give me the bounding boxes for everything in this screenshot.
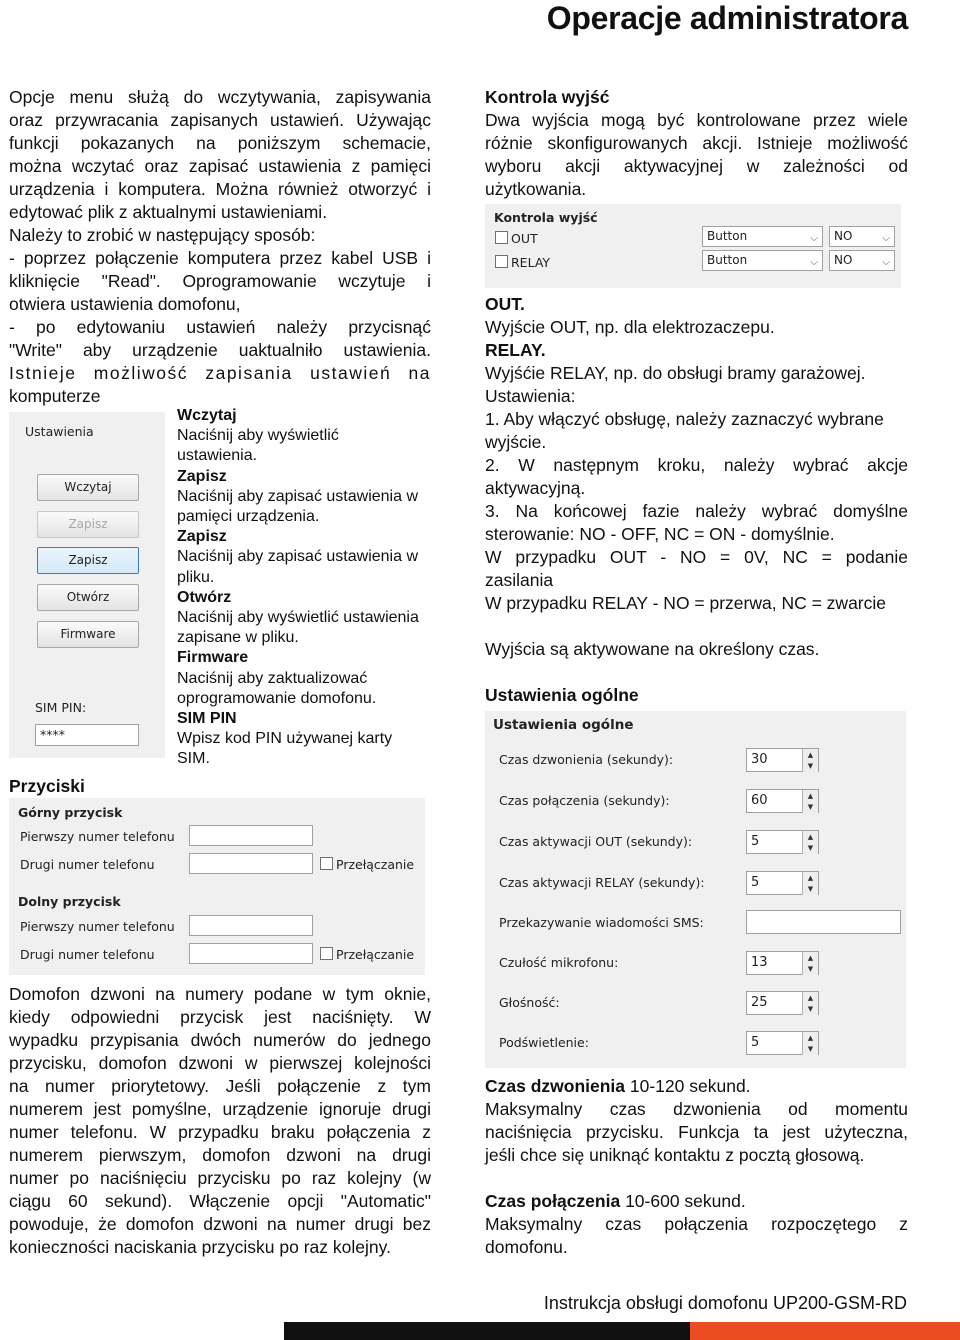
para-line: numer telefonu. W przypadku braku połączenia z <box>9 1122 431 1142</box>
out-mode-value: NO <box>834 229 853 243</box>
desc-line: SIM. <box>177 750 210 768</box>
intro-text <box>9 86 431 408</box>
spin-up-icon[interactable]: ▲ <box>802 831 818 843</box>
sms-forward-label: Przekazywanie wiadomości SMS: <box>499 915 704 930</box>
para-line: numerem jest pomyślne, urządzenie ignoruje drugi <box>9 1099 431 1119</box>
out-desc-line: RELAY. <box>485 340 546 360</box>
para-line: numer po naciśnięciu przycisku po raz kolejny (w <box>9 1168 431 1188</box>
para-line: powoduje, że domofon dzwoni na numer drugi bez <box>9 1214 431 1234</box>
output-note: Wyjścia są aktywowane na określony czas. <box>485 639 820 659</box>
spin-up-icon[interactable]: ▲ <box>802 1032 818 1044</box>
call-time-label: Czas połączenia (sekundy): <box>499 793 670 808</box>
out-desc-line: sterowanie: NO - OFF, NC = ON - domyślnie. <box>485 524 835 544</box>
out-desc-line: W przypadku OUT - NO = 0V, NC = podanie <box>485 547 908 567</box>
buttons-description <box>9 983 431 1259</box>
lower-second-number-label: Drugi numer telefonu <box>20 947 155 962</box>
para-line: Domofon dzwoni na numery podane w tym oknie, <box>9 984 431 1004</box>
desc-head: SIM PIN <box>177 710 237 728</box>
out-mode-select[interactable] <box>829 226 895 247</box>
out-desc-line: 2. W następnym kroku, należy wybrać akcje <box>485 455 908 475</box>
sim-pin-label: SIM PIN: <box>35 700 87 715</box>
lower-toggle-label: Przełączanie <box>336 947 415 962</box>
backlight-label: Podświetlenie: <box>499 1035 589 1050</box>
ring-time-head: Czas dzwonienia <box>485 1076 626 1096</box>
spin-up-icon[interactable]: ▲ <box>802 749 818 761</box>
desc-head: Otwórz <box>177 588 232 606</box>
upper-button-title: Górny przycisk <box>18 805 123 820</box>
out-activation-value: 5 <box>751 834 760 849</box>
backlight-spinner[interactable] <box>746 1031 819 1055</box>
intro-line: Istnieje możliwość zapisania ustawień na <box>9 363 431 383</box>
spin-down-icon[interactable]: ▼ <box>802 963 818 975</box>
spin-up-icon[interactable]: ▲ <box>802 992 818 1004</box>
mic-sensitivity-label: Czułość mikrofonu: <box>499 955 619 970</box>
settings-descriptions <box>177 406 437 770</box>
out-label: OUT <box>511 231 538 246</box>
para-line: numerem pierwszym, domofon dzwoni na drugi <box>9 1145 431 1165</box>
spin-down-icon[interactable]: ▼ <box>802 1003 818 1015</box>
relay-activation-spinner[interactable] <box>746 871 819 895</box>
output-control-section <box>485 86 908 201</box>
sim-pin-input[interactable]: **** <box>35 724 139 746</box>
intro-line: Należy to zrobić w następujący sposób: <box>9 225 316 245</box>
out-action-select[interactable] <box>702 226 823 247</box>
desc-head: Zapisz <box>177 528 227 546</box>
firmware-button[interactable]: Firmware <box>37 621 139 648</box>
settings-panel <box>9 412 165 758</box>
desc-line: Wpisz kod PIN używanej karty <box>177 730 393 748</box>
settings-panel-title: Ustawienia <box>25 424 94 439</box>
save-file-button[interactable]: Zapisz <box>37 547 139 574</box>
lower-second-number-input[interactable] <box>189 943 313 964</box>
desc-line: Naciśnij aby zapisać ustawienia w <box>177 487 418 505</box>
ring-desc-line: jeśli chce się uniknąć kontaktu z pocztą głosową. <box>485 1145 865 1165</box>
buttons-heading: Przyciski <box>9 776 85 796</box>
output-intro-line: Dwa wyjścia mogą być kontrolowane przez wiele <box>485 110 908 130</box>
out-desc-line: Wyjście OUT, np. dla elektrozaczepu. <box>485 317 775 337</box>
desc-line: ustawienia. <box>177 447 258 465</box>
desc-line: oprogramowanie domofonu. <box>177 689 377 707</box>
spin-up-icon[interactable]: ▲ <box>802 790 818 802</box>
lower-toggle-checkbox[interactable] <box>320 947 333 960</box>
volume-spinner[interactable] <box>746 991 819 1015</box>
ring-time-value: 30 <box>751 752 768 767</box>
sms-forward-input[interactable] <box>746 910 901 934</box>
spin-down-icon[interactable]: ▼ <box>802 760 818 772</box>
spin-down-icon[interactable]: ▼ <box>802 842 818 854</box>
desc-line: Naciśnij aby wyświetlić ustawienia <box>177 609 419 627</box>
call-time-description <box>485 1190 908 1259</box>
volume-label: Głośność: <box>499 995 560 1010</box>
open-button[interactable]: Otwórz <box>37 584 139 611</box>
upper-first-number-input[interactable] <box>189 825 313 846</box>
page-title: Operacje administratora <box>546 0 908 36</box>
spin-down-icon[interactable]: ▼ <box>802 1043 818 1055</box>
output-panel-title: Kontrola wyjść <box>494 210 598 225</box>
desc-line: pamięci urządzenia. <box>177 508 320 526</box>
desc-head: Zapisz <box>177 467 227 485</box>
relay-action-value: Button <box>707 253 748 267</box>
intro-line: komputerze <box>9 386 101 406</box>
lower-first-number-input[interactable] <box>189 915 313 936</box>
volume-value: 25 <box>751 995 768 1010</box>
backlight-value: 5 <box>751 1035 760 1050</box>
load-button[interactable]: Wczytaj <box>37 474 139 501</box>
out-desc-line: Wyjśćie RELAY, np. do obsługi bramy garażowej. <box>485 363 866 383</box>
mic-sensitivity-spinner[interactable] <box>746 951 819 975</box>
para-line: przycisku, domofon dzwoni w pierwszej kolejności <box>9 1053 431 1073</box>
intro-line: można wczytać oraz zapisać ustawienia z pamięci <box>9 156 431 176</box>
out-desc-line: aktywacyjną. <box>485 478 586 498</box>
general-heading: Ustawienia ogólne <box>485 685 639 705</box>
output-intro-line: wyboru akcji aktywacyjnej w zależności od <box>485 156 908 176</box>
out-desc-line: wyjście. <box>485 432 547 452</box>
upper-toggle-checkbox[interactable] <box>320 857 333 870</box>
upper-first-number-label: Pierwszy numer telefonu <box>20 829 175 844</box>
para-line: konieczności naciskania przycisku po raz kolejny. <box>9 1237 391 1257</box>
call-time-head: Czas połączenia <box>485 1191 621 1211</box>
relay-action-select[interactable] <box>702 250 823 271</box>
out-activation-label: Czas aktywacji OUT (sekundy): <box>499 834 693 849</box>
para-line: kiedy odpowiedni przycisk jest naciśnięty. W <box>9 1007 431 1027</box>
out-checkbox[interactable] <box>495 231 508 244</box>
ring-time-spinner[interactable] <box>746 748 819 772</box>
output-panel <box>485 204 901 288</box>
desc-line: zapisane w pliku. <box>177 629 299 647</box>
para-line: na numer priorytetowy. Jeśli połączenie z tym <box>9 1076 431 1096</box>
call-time-spinner[interactable] <box>746 789 819 813</box>
relay-mode-select[interactable] <box>829 250 895 271</box>
intro-line: - po edytowaniu ustawień należy przycisnąć <box>9 317 431 337</box>
intro-line: - poprzez połączenie komputera przez kabel USB i <box>9 248 431 268</box>
desc-line: Naciśnij aby zaktualizować <box>177 669 368 687</box>
relay-mode-value: NO <box>834 253 853 267</box>
intro-line: oraz przywracania zapisanych ustawień. Używając <box>9 110 431 130</box>
general-settings-panel <box>485 711 906 1068</box>
spin-up-icon[interactable]: ▲ <box>802 952 818 964</box>
ring-time-label: Czas dzwonienia (sekundy): <box>499 752 674 767</box>
relay-checkbox[interactable] <box>495 255 508 268</box>
ring-desc-line: naciśnięcia przycisku. Funkcja ta jest użyteczna, <box>485 1122 908 1142</box>
ring-time-description <box>485 1075 908 1167</box>
spin-down-icon[interactable]: ▼ <box>802 883 818 895</box>
relay-label: RELAY <box>511 255 551 270</box>
intro-line: funkcji pokazanych na poniższym schemacie, <box>9 133 431 153</box>
spin-down-icon[interactable]: ▼ <box>802 801 818 813</box>
footer-bar-black <box>284 1322 690 1340</box>
intro-line: Opcje menu służą do wczytywania, zapisywania <box>9 87 431 107</box>
out-desc-line: OUT. <box>485 294 525 314</box>
relay-activation-label: Czas aktywacji RELAY (sekundy): <box>499 875 705 890</box>
desc-line: pliku. <box>177 568 215 586</box>
intro-line: "Write" aby urządzenie uaktualniło ustawienia. <box>9 340 431 360</box>
ring-time-range: 10-120 sekund. <box>625 1076 751 1096</box>
output-intro-line: różnie skonfigurowanych akcji. Istnieje możliwość <box>485 133 908 153</box>
out-desc-line: zasilania <box>485 570 554 590</box>
out-desc-line: 3. Na końcowej fazie należy wybrać domyślne <box>485 501 908 521</box>
mic-sensitivity-value: 13 <box>751 955 768 970</box>
call-time-range: 10-600 sekund. <box>620 1191 746 1211</box>
desc-head: Wczytaj <box>177 407 237 424</box>
out-action-value: Button <box>707 229 748 243</box>
spin-up-icon[interactable]: ▲ <box>802 872 818 884</box>
out-desc-line: 1. Aby włączyć obsługę, należy zaznaczyć wybrane <box>485 409 884 429</box>
chevron-down-icon: ⌵ <box>882 257 890 268</box>
output-heading: Kontrola wyjść <box>485 87 610 107</box>
buttons-panel <box>9 798 425 975</box>
desc-line: Naciśnij aby wyświetlić <box>177 427 339 445</box>
save-device-button[interactable]: Zapisz <box>37 511 139 538</box>
out-desc-line: W przypadku RELAY - NO = przerwa, NC = zwarcie <box>485 593 887 613</box>
lower-first-number-label: Pierwszy numer telefonu <box>20 919 175 934</box>
intro-line: urządzenia i komputera. Można również otworzyć i <box>9 179 431 199</box>
para-line: ciągu 60 sekund). Włączenie opcji "Automatic" <box>9 1191 431 1211</box>
para-line: wypadku przypisania dwóch numerów do jednego <box>9 1030 431 1050</box>
call-desc-line: Maksymalny czas połączenia rozpoczętego z <box>485 1214 908 1234</box>
call-desc-line: domofonu. <box>485 1237 568 1257</box>
call-time-value: 60 <box>751 793 768 808</box>
chevron-down-icon: ⌵ <box>810 233 818 244</box>
general-panel-title: Ustawienia ogólne <box>493 717 634 733</box>
upper-second-number-input[interactable] <box>189 853 313 874</box>
chevron-down-icon: ⌵ <box>882 233 890 244</box>
desc-head: Firmware <box>177 649 249 667</box>
output-description <box>485 293 908 615</box>
footer-text: Instrukcja obsługi domofonu UP200-GSM-RD <box>543 1293 907 1313</box>
out-activation-spinner[interactable] <box>746 830 819 854</box>
intro-line: otwiera ustawienia domofonu, <box>9 294 241 314</box>
ring-desc-line: Maksymalny czas dzwonienia od momentu <box>485 1099 908 1119</box>
upper-second-number-label: Drugi numer telefonu <box>20 857 155 872</box>
upper-toggle-label: Przełączanie <box>336 857 415 872</box>
desc-line: Naciśnij aby zapisać ustawienia w <box>177 548 418 566</box>
out-desc-line: Ustawienia: <box>485 386 576 406</box>
lower-button-title: Dolny przycisk <box>18 894 121 909</box>
intro-line: kliknięcie "Read". Oprogramowanie wczytuje i <box>9 271 431 291</box>
output-intro-line: użytkowania. <box>485 179 587 199</box>
footer-bar-orange <box>690 1322 960 1340</box>
relay-activation-value: 5 <box>751 875 760 890</box>
intro-line: edytować plik z aktualnymi ustawieniami. <box>9 202 328 222</box>
chevron-down-icon: ⌵ <box>810 257 818 268</box>
